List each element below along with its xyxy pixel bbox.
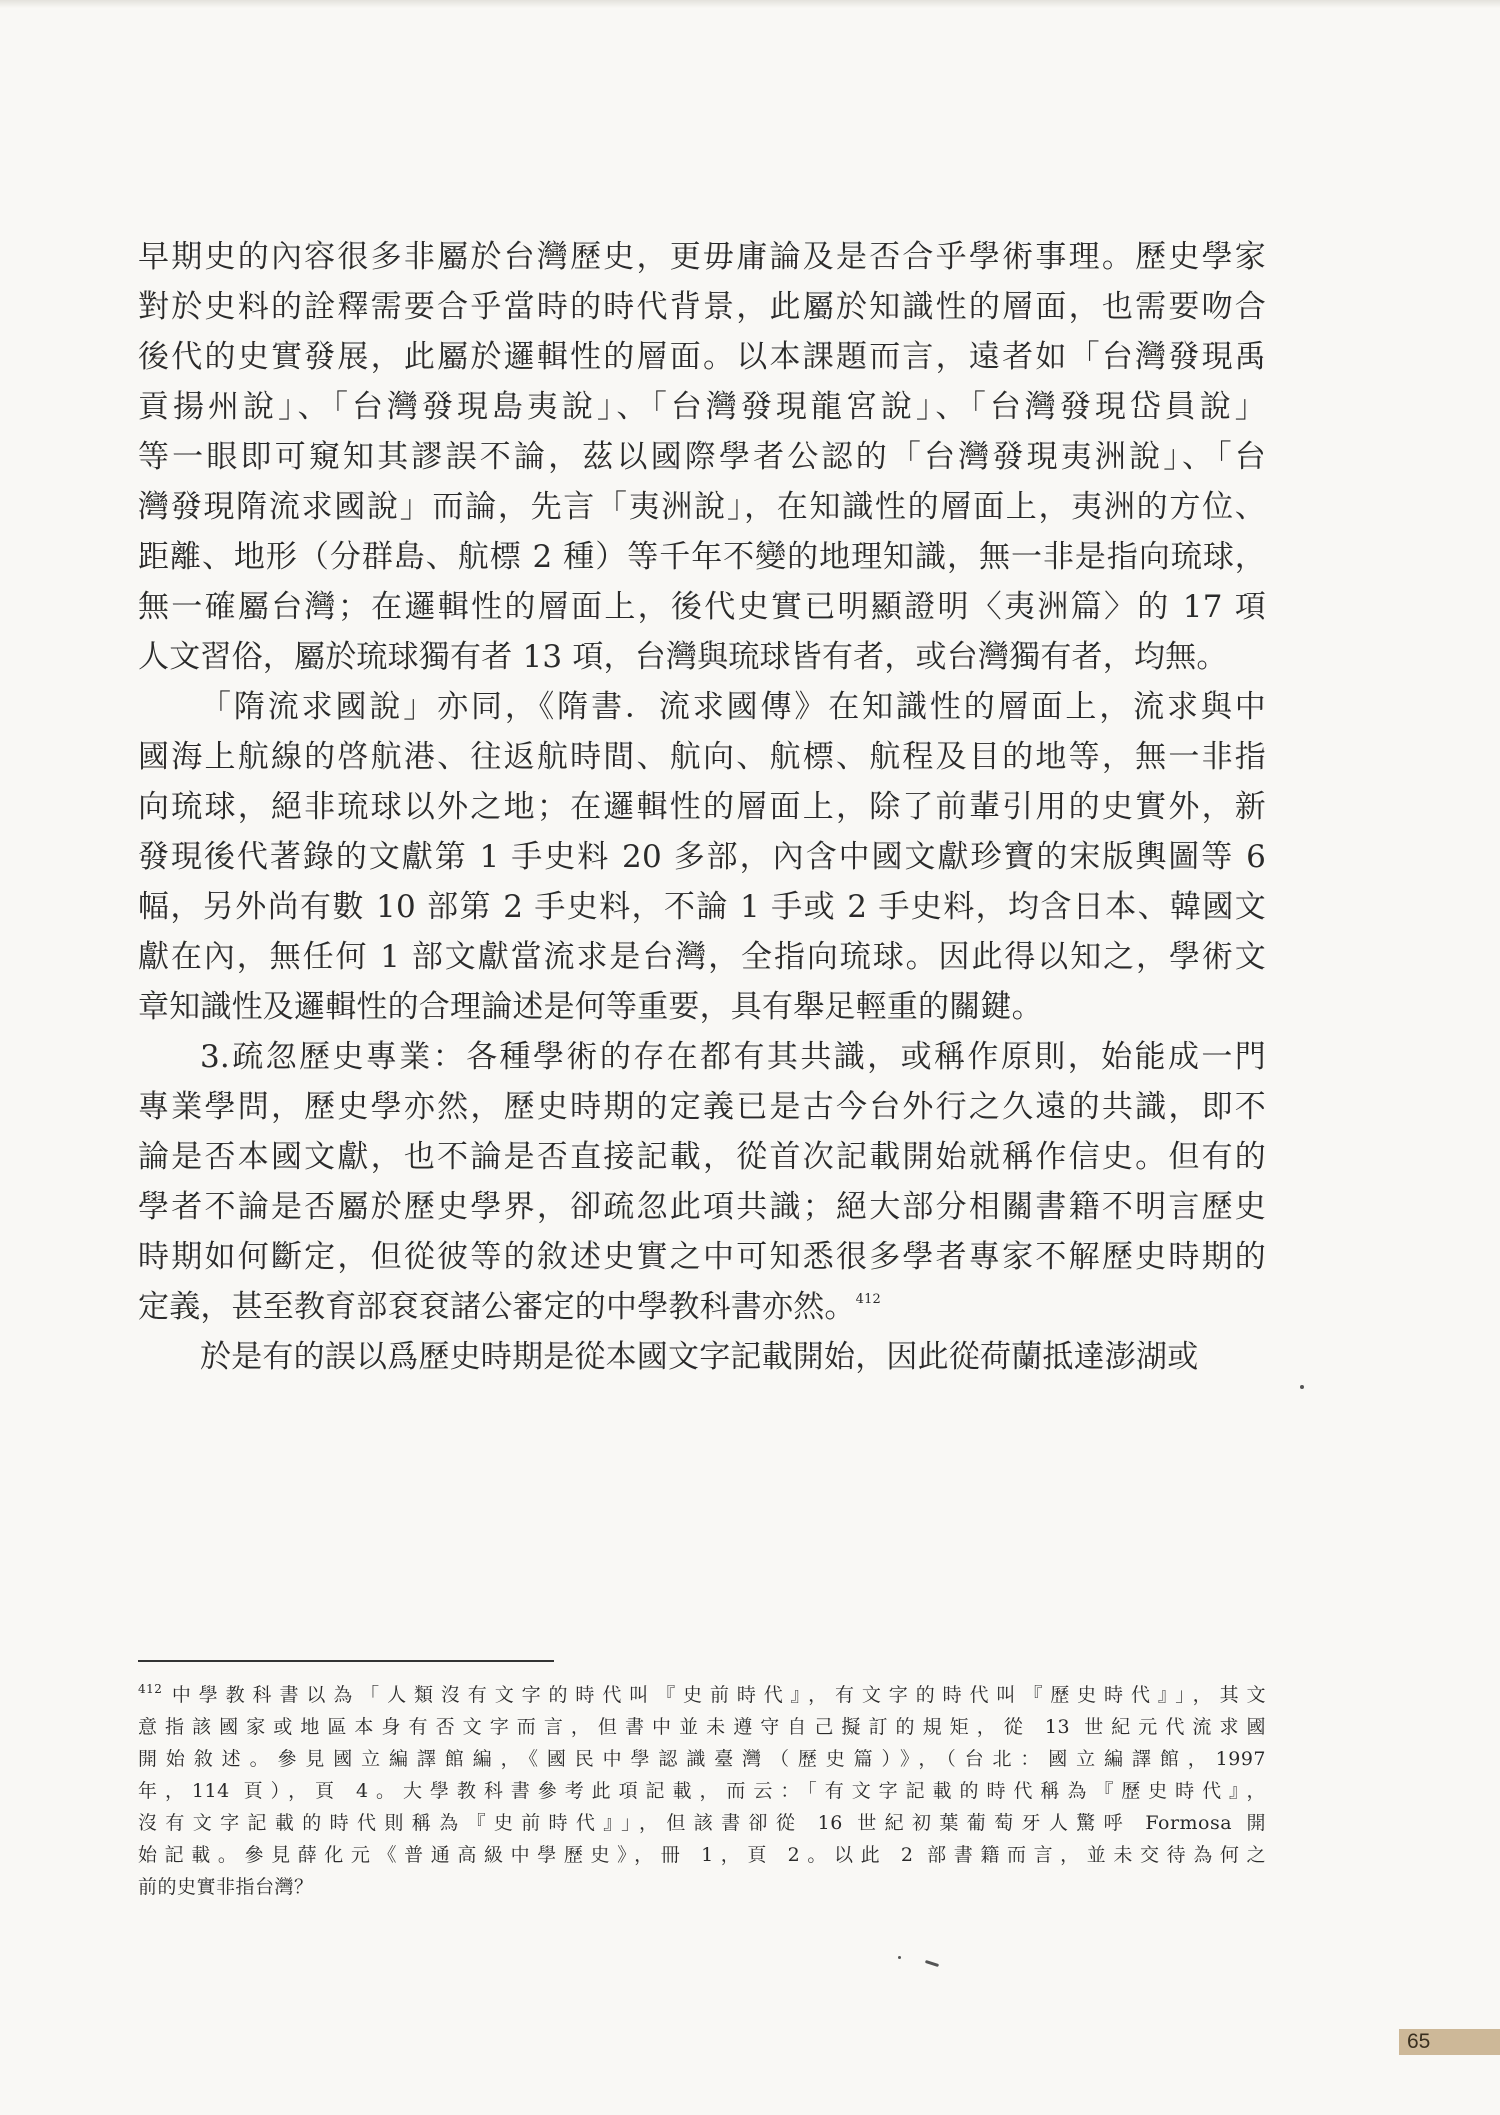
footnote-line: 開始敘述。參見國立編譯館編，《國民中學認識臺灣（歷史篇）》，（台北：國立編譯館，1997 [138, 1748, 1266, 1770]
text-line: 幅，另外尚有數 10 部第 2 手史料，不論 1 手或 2 手史料，均含日本、韓國文 [138, 889, 1266, 925]
text-line: 貢揚州說」、「台灣發現島夷說」、「台灣發現龍宮說」、「台灣發現岱員說」 [138, 389, 1266, 425]
page-top-edge [0, 0, 1500, 8]
footnote-text: 中學教科書以為「人類沒有文字的時代叫『史前時代』，有文字的時代叫『歷史時代』」，其文 [164, 1684, 1266, 1706]
footnote-line: 年，114 頁），頁 4。大學教科書參考此項記載，而云：「有文字記載的時代稱為『歷史時代』， [138, 1780, 1266, 1802]
text-line: 向琉球，絕非琉球以外之地；在邏輯性的層面上，除了前輩引用的史實外，新 [138, 789, 1266, 825]
text-line: 距離、地形（分群島、航標 2 種）等千年不變的地理知識，無一非是指向琉球， [138, 539, 1266, 575]
text-line: 國海上航線的啓航港、往返航時間、航向、航標、航程及目的地等，無一非指 [138, 739, 1266, 775]
text-line: 等一眼即可窺知其謬誤不論，茲以國際學者公認的「台灣發現夷洲說」、「台 [138, 439, 1266, 475]
footnote-reference[interactable]: 412 [855, 1292, 882, 1307]
footnote-line: 前的史實非指台灣？ [138, 1876, 314, 1898]
scan-speck [925, 1960, 939, 1967]
paragraph-4 [138, 1332, 1266, 1382]
body-text [138, 232, 1266, 1382]
text-line: 「隋流求國說」亦同，《隋書．流求國傳》在知識性的層面上，流求與中 [200, 689, 1266, 725]
footnote-number: 412 [138, 1682, 163, 1696]
footnote-line [138, 1679, 1266, 1711]
text-line: 專業學問，歷史學亦然，歷史時期的定義已是古今台外行之久遠的共識，即不 [138, 1089, 1266, 1125]
text-line: 發現後代著錄的文獻第 1 手史料 20 多部，內含中國文獻珍寶的宋版輿圖等 6 [138, 839, 1266, 875]
text-line: 後代的史實發展，此屬於邏輯性的層面。以本課題而言，遠者如「台灣發現禹 [138, 339, 1266, 375]
text-line: 3.疏忽歷史專業：各種學術的存在都有其共識，或稱作原則，始能成一門 [200, 1039, 1266, 1075]
text-line: 論是否本國文獻，也不論是否直接記載，從首次記載開始就稱作信史。但有的 [138, 1139, 1266, 1175]
text-line: 定義，甚至教育部袞袞諸公審定的中學教科書亦然。 [138, 1289, 856, 1325]
footnote-line: 始記載。參見薛化元《普通高級中學歷史》，冊 1，頁 2。以此 2 部書籍而言，並未交待為何之 [138, 1844, 1266, 1866]
scan-speck [898, 1956, 901, 1959]
text-line: 時期如何斷定，但從彼等的敘述史實之中可知悉很多學者專家不解歷史時期的 [138, 1239, 1266, 1275]
text-line: 早期史的內容很多非屬於台灣歷史，更毋庸論及是否合乎學術事理。歷史學家 [138, 239, 1266, 275]
text-line: 學者不論是否屬於歷史學界，卻疏忽此項共識；絕大部分相關書籍不明言歷史 [138, 1189, 1266, 1225]
text-line: 灣發現隋流求國說」而論，先言「夷洲說」，在知識性的層面上，夷洲的方位、 [138, 489, 1266, 525]
footnote-divider [138, 1660, 554, 1662]
paragraph-3 [138, 1032, 1266, 1332]
footnote-412 [138, 1679, 1266, 1903]
text-line: 人文習俗，屬於琉球獨有者 13 項，台灣與琉球皆有者，或台灣獨有者，均無。 [138, 639, 1228, 675]
footnote-line: 意指該國家或地區本身有否文字而言，但書中並未遵守自己擬訂的規矩，從 13 世紀元代流求國 [138, 1716, 1266, 1738]
text-line-with-footnote-ref [138, 1282, 1266, 1332]
paragraph-1 [138, 232, 1266, 682]
footnote-line: 沒有文字記載的時代則稱為『史前時代』」，但該書卻從 16 世紀初葉葡萄牙人驚呼 Formosa 開 [138, 1812, 1266, 1834]
paragraph-2 [138, 682, 1266, 1032]
text-line: 對於史料的詮釋需要合乎當時的時代背景，此屬於知識性的層面，也需要吻合 [138, 289, 1266, 325]
text-line: 於是有的誤以爲歷史時期是從本國文字記載開始，因此從荷蘭抵達澎湖或 [200, 1339, 1199, 1375]
page-number: 65 [1399, 2029, 1500, 2055]
scan-speck [1300, 1385, 1304, 1389]
text-line: 章知識性及邏輯性的合理論述是何等重要，具有舉足輕重的關鍵。 [138, 989, 1043, 1025]
text-line: 獻在內，無任何 1 部文獻當流求是台灣，全指向琉球。因此得以知之，學術文 [138, 939, 1266, 975]
text-line: 無一確屬台灣；在邏輯性的層面上，後代史實已明顯證明〈夷洲篇〉的 17 項 [138, 589, 1266, 625]
